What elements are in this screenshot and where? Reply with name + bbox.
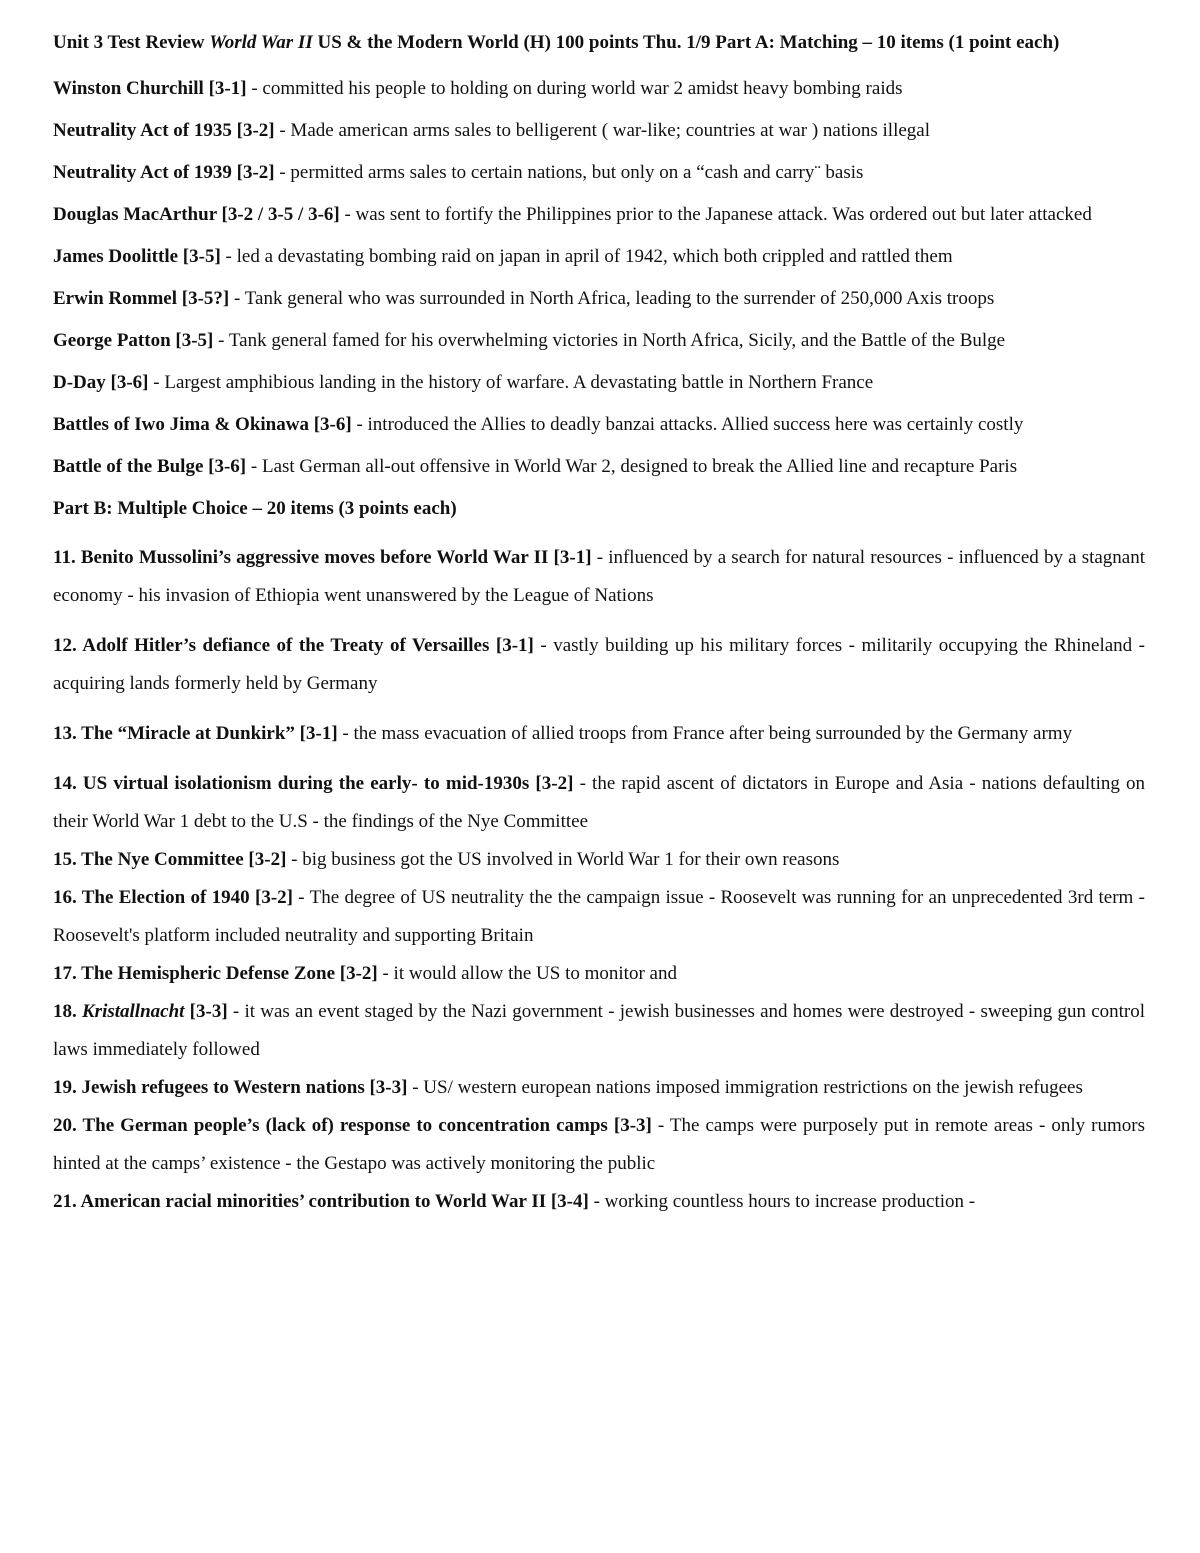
question-term-italic: Kristallnacht bbox=[82, 1001, 185, 1022]
item-term: Douglas MacArthur [3-2 / 3-5 / 3-6] bbox=[53, 204, 340, 225]
question-term: Adolf Hitler’s defiance of the Treaty of Versailles [3-1] bbox=[82, 635, 534, 656]
question-number: 16. bbox=[53, 887, 82, 908]
question-number: 21. bbox=[53, 1191, 81, 1212]
question-item bbox=[53, 841, 1145, 879]
question-description: - it would allow the US to monitor and bbox=[377, 963, 677, 984]
title-prefix: Unit 3 Test Review bbox=[53, 32, 210, 53]
item-description: - committed his people to holding on during world war 2 amidst heavy bombing raids bbox=[246, 78, 903, 99]
item-term: Neutrality Act of 1939 [3-2] bbox=[53, 162, 275, 183]
part-b-list bbox=[53, 539, 1145, 1221]
document-title bbox=[53, 20, 1145, 65]
part-a-item bbox=[53, 197, 1145, 233]
question-term: American racial minorities’ contribution to World War II [3-4] bbox=[80, 1191, 589, 1212]
question-description: - working countless hours to increase production - bbox=[588, 1191, 976, 1212]
item-description: - Tank general who was surrounded in North Africa, leading to the surrender of 250,000 Axis troops bbox=[229, 288, 995, 309]
item-description: - Made american arms sales to belligerent ( war-like; countries at war ) nations illegal bbox=[274, 120, 931, 141]
item-description: - introduced the Allies to deadly banzai attacks. Allied success here was certainly costly bbox=[351, 414, 1024, 435]
item-term: Winston Churchill [3-1] bbox=[53, 78, 247, 99]
part-a-item bbox=[53, 71, 1145, 107]
question-number: 13. bbox=[53, 723, 82, 744]
question-item bbox=[53, 1183, 1145, 1221]
part-a-item bbox=[53, 155, 1145, 191]
question-item bbox=[53, 539, 1145, 615]
question-term: Jewish refugees to Western nations [3-3] bbox=[81, 1077, 408, 1098]
question-term: The Election of 1940 [3-2] bbox=[81, 887, 293, 908]
question-description: - vastly building up his military forces - militarily occupying the Rhineland - acquiring lands formerly held by Germany bbox=[53, 635, 1145, 694]
question-item bbox=[53, 1069, 1145, 1107]
item-term: Erwin Rommel [3-5?] bbox=[53, 288, 230, 309]
item-term: Neutrality Act of 1935 [3-2] bbox=[53, 120, 275, 141]
part-a-item bbox=[53, 365, 1145, 401]
question-description: - influenced by a search for natural resources - influenced by a stagnant economy - his invasion of Ethiopia went unanswered by the League of Nations bbox=[53, 547, 1146, 606]
title-italic: World War II bbox=[209, 32, 313, 53]
item-description: - led a devastating bombing raid on japan in april of 1942, which both crippled and rattled them bbox=[220, 246, 953, 267]
part-a-item bbox=[53, 239, 1145, 275]
item-term: George Patton [3-5] bbox=[53, 330, 214, 351]
question-item bbox=[53, 955, 1145, 993]
question-term: US virtual isolationism during the early- to mid-1930s [3-2] bbox=[82, 773, 574, 794]
question-term: The Hemispheric Defense Zone [3-2] bbox=[81, 963, 378, 984]
title-rest: US & the Modern World (H) 100 points Thu. 1/9 Part A: Matching – 10 items (1 point each) bbox=[312, 32, 1060, 53]
question-number: 12. bbox=[53, 635, 83, 656]
question-number: 11. bbox=[53, 547, 81, 568]
part-a-item bbox=[53, 281, 1145, 317]
item-description: - was sent to fortify the Philippines prior to the Japanese attack. Was ordered out but later attacked bbox=[339, 204, 1092, 225]
question-number: 20. bbox=[53, 1115, 83, 1136]
question-item bbox=[53, 879, 1145, 955]
part-a-list bbox=[53, 71, 1145, 485]
question-number: 15. bbox=[53, 849, 82, 870]
item-term: Battles of Iwo Jima & Okinawa [3-6] bbox=[53, 414, 352, 435]
question-item bbox=[53, 993, 1145, 1069]
question-number: 14. bbox=[53, 773, 83, 794]
question-description: - The camps were purposely put in remote areas - only rumors hinted at the camps’ existence - the Gestapo was actively monitoring the public bbox=[53, 1115, 1145, 1174]
part-b-heading: Part B: Multiple Choice – 20 items (3 points each) bbox=[53, 498, 457, 519]
part-a-item bbox=[53, 407, 1145, 443]
item-term: Battle of the Bulge [3-6] bbox=[53, 456, 247, 477]
part-a-item bbox=[53, 449, 1145, 485]
question-item bbox=[53, 1107, 1145, 1183]
item-description: - Largest amphibious landing in the history of warfare. A devastating battle in Northern France bbox=[148, 372, 874, 393]
question-description: - it was an event staged by the Nazi government - jewish businesses and homes were destroyed - sweeping gun control laws immediately followed bbox=[53, 1001, 1146, 1060]
item-description: - permitted arms sales to certain nations, but only on a “cash and carry¨ basis bbox=[274, 162, 864, 183]
item-term: James Doolittle [3-5] bbox=[53, 246, 221, 267]
item-description: - Last German all-out offensive in World War 2, designed to break the Allied line and recapture Paris bbox=[246, 456, 1018, 477]
question-term: Benito Mussolini’s aggressive moves before World War II [3-1] bbox=[80, 547, 592, 568]
question-item bbox=[53, 765, 1145, 841]
question-number: 18. bbox=[53, 1001, 82, 1022]
question-term: The German people’s (lack of) response to concentration camps [3-3] bbox=[82, 1115, 652, 1136]
question-number: 17. bbox=[53, 963, 82, 984]
item-term: D-Day [3-6] bbox=[53, 372, 149, 393]
item-description: - Tank general famed for his overwhelming victories in North Africa, Sicily, and the Battle of the Bulge bbox=[213, 330, 1006, 351]
question-term: The Nye Committee [3-2] bbox=[81, 849, 287, 870]
question-description: - US/ western european nations imposed immigration restrictions on the jewish refugees bbox=[407, 1077, 1083, 1098]
question-description: - big business got the US involved in World War 1 for their own reasons bbox=[286, 849, 840, 870]
question-item bbox=[53, 627, 1145, 703]
question-description: - the rapid ascent of dictators in Europe and Asia - nations defaulting on their World War 1 debt to the U.S - the findings of the Nye Committee bbox=[53, 773, 1146, 832]
part-a-item bbox=[53, 113, 1145, 149]
question-description: - the mass evacuation of allied troops from France after being surrounded by the Germany army bbox=[337, 723, 1073, 744]
question-term: The “Miracle at Dunkirk” [3-1] bbox=[81, 723, 338, 744]
question-number: 19. bbox=[53, 1077, 82, 1098]
question-term: [3-3] bbox=[184, 1001, 228, 1022]
part-a-item bbox=[53, 323, 1145, 359]
question-item bbox=[53, 715, 1145, 753]
question-description: - The degree of US neutrality the the campaign issue - Roosevelt was running for an unprecedented 3rd term - Roosevelt's platform included neutrality and supporting Britain bbox=[53, 887, 1145, 946]
